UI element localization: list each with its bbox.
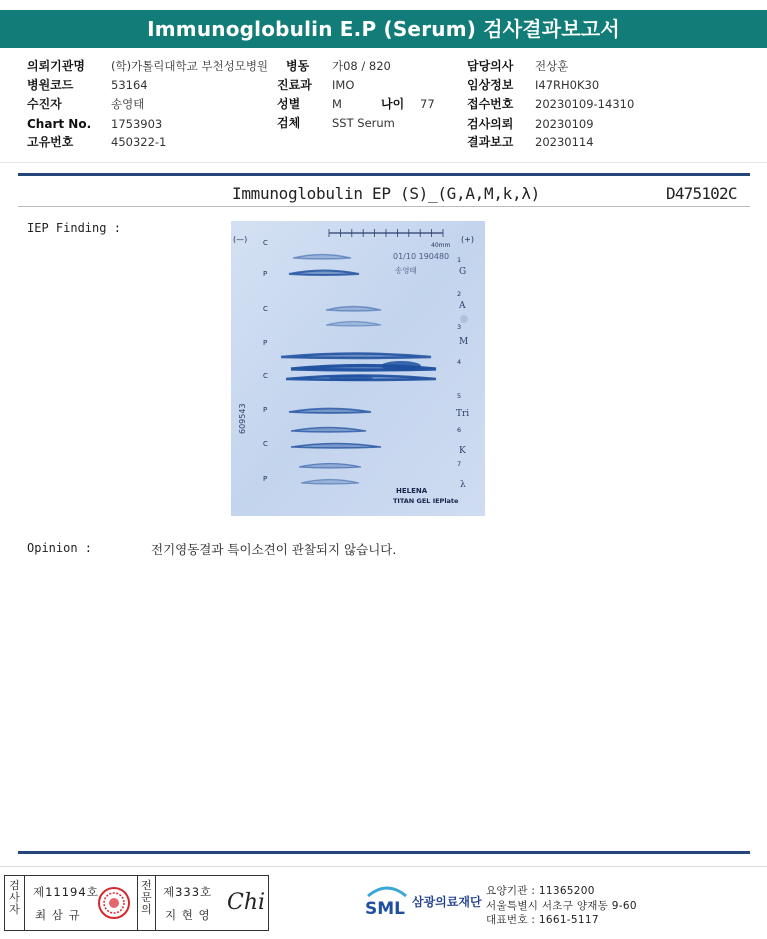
examiner-vertical-cell — [5, 876, 25, 930]
precipitin-dense-band — [381, 361, 421, 371]
specialist-number: 제333호 — [163, 885, 213, 899]
gel-side-id: 609543 — [238, 403, 247, 434]
info-age — [381, 97, 404, 111]
info-label: 의뢰기관명 — [27, 59, 85, 73]
info-value: I47RH0K30 — [535, 78, 600, 92]
info-label: 담당의사 — [467, 59, 514, 73]
lane-number-label: 7 — [457, 460, 462, 468]
plus-pole: (+) — [461, 235, 474, 244]
info-institution — [27, 59, 85, 73]
info-specimen — [277, 116, 300, 130]
info-clinical — [467, 78, 513, 92]
info-label: 고유번호 — [27, 135, 74, 149]
info-value: 53164 — [111, 78, 148, 92]
sml-logo-icon — [364, 884, 410, 924]
info-value: M — [332, 97, 342, 111]
gel-plate: TITAN GEL IEPlate — [393, 497, 459, 505]
info-label: 검사의뢰 — [467, 117, 514, 131]
info-label: 진료과 — [277, 78, 312, 92]
info-value: 송영태 — [111, 97, 145, 111]
divider — [0, 162, 767, 163]
gel-brand: HELENA — [396, 487, 428, 495]
lab-care-code: 요양기관 : 11365200 — [486, 885, 595, 897]
info-unique-no — [27, 135, 73, 149]
info-value: 가08 / 820 — [332, 59, 391, 73]
opinion-text: 전기영동결과 특이소견이 관찰되지 않습니다. — [151, 542, 397, 557]
info-label: 검체 — [277, 116, 301, 130]
info-age-value — [420, 97, 435, 111]
lab-name: 삼광의료재단 — [412, 895, 482, 909]
info-specimen-value — [332, 116, 395, 130]
info-department — [277, 78, 312, 92]
info-label: 접수번호 — [467, 97, 514, 111]
info-ward — [286, 59, 309, 73]
info-request-value — [535, 117, 594, 131]
info-report-date — [467, 135, 513, 149]
info-institution-value — [111, 59, 268, 73]
divider — [0, 866, 767, 867]
official-seal-icon — [97, 886, 131, 920]
info-receipt — [467, 97, 513, 111]
antisera-label: Tri — [456, 409, 470, 419]
info-label: Chart No. — [27, 117, 92, 131]
examiner-vertical-label: 검 사 자 — [9, 879, 20, 916]
info-doctor — [467, 59, 513, 73]
info-request — [467, 117, 513, 131]
precipitin-dense-band — [329, 375, 373, 381]
info-value: 전상훈 — [535, 59, 569, 73]
info-value: 450322-1 — [111, 135, 167, 149]
antisera-label: G — [459, 267, 467, 277]
info-hospital-code — [27, 78, 73, 92]
info-patient-value — [111, 97, 144, 111]
sml-logo-text: SML — [365, 899, 405, 919]
lane-type-label: C — [263, 239, 268, 247]
info-chart-no-value — [111, 117, 162, 131]
info-value: (학)가톨릭대학교 부천성모병원 — [111, 59, 269, 73]
info-sex — [277, 97, 300, 111]
test-code: D475102C — [666, 184, 737, 203]
precipitin-arc — [281, 354, 431, 359]
antisera-label: λ — [460, 480, 466, 490]
lane-type-label: P — [263, 475, 268, 483]
gel-patient-name: 송영태 — [395, 266, 417, 275]
antisera-label: K — [459, 446, 466, 456]
info-ward-value — [332, 59, 391, 73]
signature-box — [4, 875, 269, 931]
info-label: 임상정보 — [467, 78, 514, 92]
info-clinical-value — [535, 78, 599, 92]
info-label: 나이 — [381, 97, 405, 111]
lane-type-label: P — [263, 339, 268, 347]
info-chart-no — [27, 117, 91, 131]
lane-type-label: C — [263, 305, 268, 313]
info-department-value — [332, 78, 354, 92]
info-label: 병원코드 — [27, 78, 74, 92]
info-report-date-value — [535, 135, 594, 149]
specialist-vertical-cell — [137, 876, 156, 930]
lab-phone: 대표번호 : 1661-5117 — [486, 914, 599, 926]
info-value: 20230109-14310 — [535, 97, 635, 111]
info-value: 20230109 — [535, 117, 594, 131]
info-sex-value — [332, 97, 342, 111]
specialist-name: 지 현 영 — [165, 908, 211, 922]
antisera-label: M — [459, 337, 469, 347]
info-doctor-value — [535, 59, 568, 73]
lane-number-label: 6 — [457, 426, 462, 434]
info-label: 결과보고 — [467, 135, 514, 149]
divider — [18, 851, 750, 854]
specialist-vertical-label: 전 문 의 — [141, 879, 152, 916]
info-value: 1753903 — [111, 117, 163, 131]
info-value: 20230114 — [535, 135, 594, 149]
opinion-label: Opinion : — [27, 541, 93, 555]
signature: Chi — [227, 890, 266, 915]
iep-gel-image — [231, 221, 485, 516]
lane-type-label: C — [263, 372, 268, 380]
info-value: SST Serum — [332, 116, 395, 130]
examiner-name: 최 삼 규 — [35, 908, 81, 922]
lab-address: 서울특별시 서초구 양재동 9-60 — [486, 900, 637, 912]
info-patient — [27, 97, 62, 111]
report-title: Immunoglobulin E.P (Serum) 검사결과보고서 — [0, 10, 767, 48]
info-label: 병동 — [286, 59, 310, 73]
info-unique-no-value — [111, 135, 166, 149]
antisera-label: A — [459, 301, 466, 311]
divider — [18, 206, 750, 207]
info-hospital-code-value — [111, 78, 148, 92]
examiner-number: 제11194호 — [33, 885, 99, 899]
lane-type-label: C — [263, 440, 268, 448]
info-receipt-value — [535, 97, 634, 111]
info-label: 수진자 — [27, 97, 62, 111]
info-label: 성별 — [277, 97, 301, 111]
iep-finding-label: IEP Finding : — [27, 221, 121, 235]
test-name: Immunoglobulin EP (S)_(G,A,M,k,λ) — [232, 184, 540, 203]
lane-number-label: 5 — [457, 392, 462, 400]
minus-pole: (—) — [233, 235, 248, 244]
info-value: IMO — [332, 78, 355, 92]
info-value: 77 — [420, 97, 435, 111]
lane-number-label: 3 — [457, 323, 462, 331]
lane-type-label: P — [263, 270, 268, 278]
lane-number-label: 4 — [457, 358, 462, 366]
lane-type-label: P — [263, 406, 268, 414]
gel-date: 01/10 190480 — [393, 252, 450, 261]
divider — [18, 173, 750, 176]
lane-number-label: 1 — [457, 256, 462, 264]
lane-number-label: 2 — [457, 290, 462, 298]
scale-label: 40mm — [431, 242, 451, 249]
